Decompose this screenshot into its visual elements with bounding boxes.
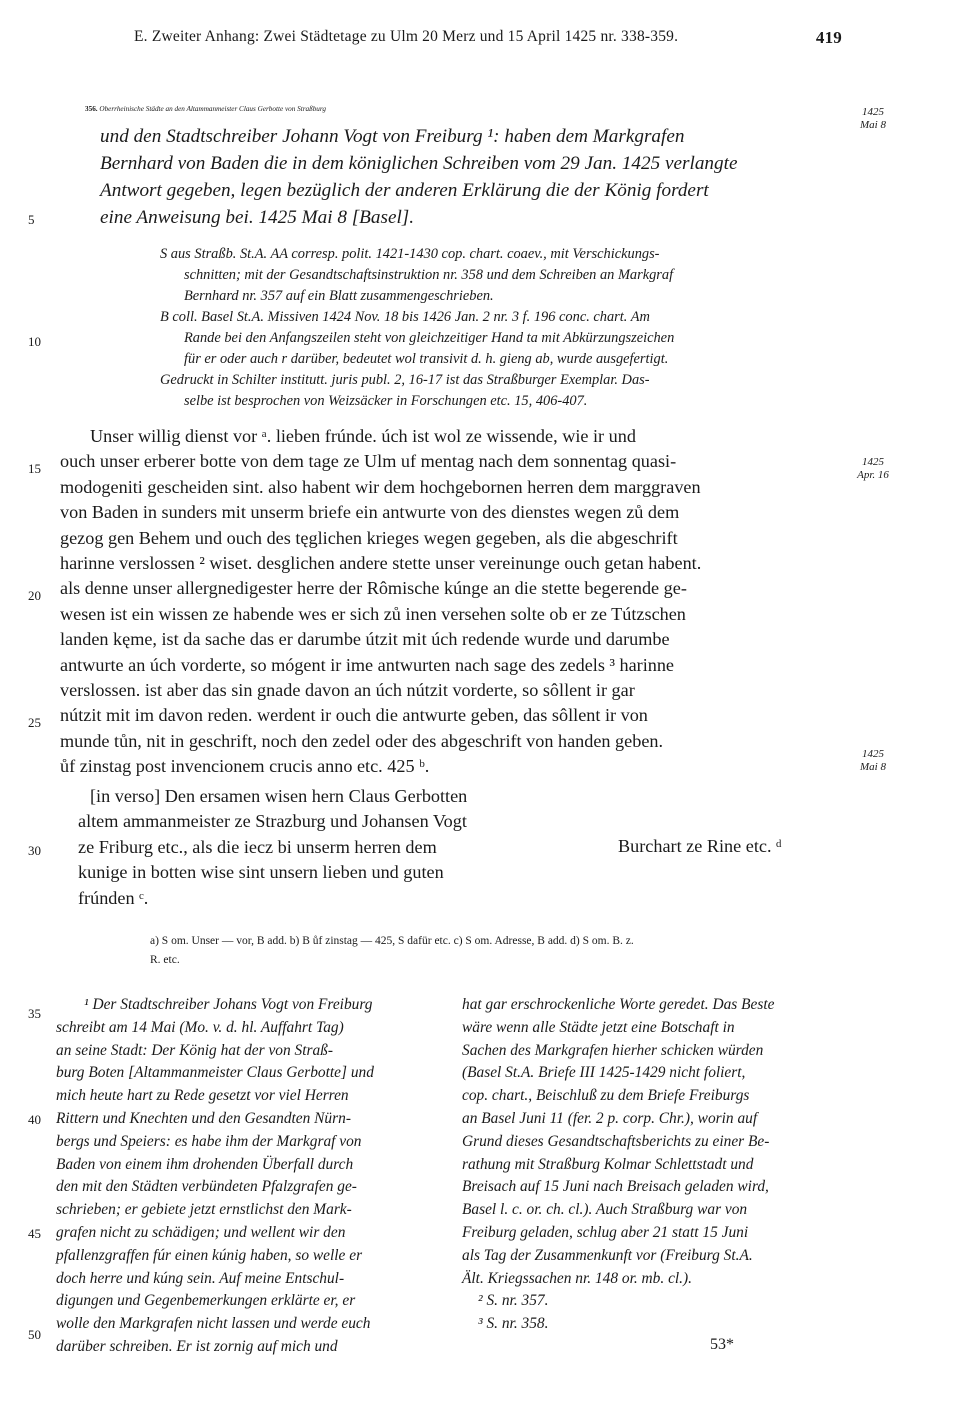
footnote-right-column: hat gar erschrockenliche Worte geredet. Das Beste wäre wenn alle Städte jetzt eine Botschaft in Sachen des Markgrafen hierher schicken würden (Basel St.A. Briefe III 1425-1429 nicht foliert, cop. chart., Beischluß zu dem Briefe Freiburgs an Basel Juni 11 (fer. 2 p. corp. Chr.), worin auf Grund dieses Gesandtschaftsberichts zu einer Be- rathung mit Straßburg Kolmar Schlettstadt und Breisach auf 15 Juni nach Breisach geladen wird, Basel l. c. or. ch. cl.). Auch Straßburg war von Freiburg geladen, schlug aber 21 statt 15 Juni als Tag der Zusammenkunft vor (Freiburg St.A. Ält. Kriegssachen nr. 148 or. mb. cl.). ² S. nr. 357. ³ S. nr. 358. (462, 996, 775, 1333)
critical-apparatus: a) S om. Unser — vor, B add. b) B ůf zinstag — 425, S dafür etc. c) S om. Adresse, B add. d) S om. B. z. R. etc. (150, 935, 634, 966)
page-number: 419 (815, 28, 842, 47)
line-number: 20 (28, 588, 41, 603)
line-number: 30 (28, 843, 41, 858)
footnote-left-column: ¹ Der Stadtschreiber Johans Vogt von Freiburg schreibt am 14 Mai (Mo. v. d. hl. Auffahrt Tag) an seine Stadt: Der König hat der von Straß- burg Boten [Altammanmeister Claus Gerbotte] und mich heute hart zu Rede gesetzt vor viel Herren Rittern und Knechten und den Gesandten Nürn- bergs und Speiers: es habe ihm der Markgraf von Baden von einem ihm drohenden Überfall durch den mit den Städten verbündeten Pfalzgrafen ge- schrieben; er gebiete jetzt ernstlichst den Mark- grafen nicht zu schädigen; und wellent wir den pfallenzgraffen fúr einen kúnig haben, so welle er doch herre und kúng sein. Auf meine Entschul- digungen und Gegenbemerkungen erklärte er, er wolle den Markgrafen nicht lassen und werde euch darüber schreiben. Er ist zornig auf mich und (56, 996, 374, 1355)
signature: Burchart ze Rine etc. ᵈ (618, 836, 782, 856)
running-head (134, 28, 842, 46)
address-block: [in verso] Den ersamen wisen hern Claus Gerbotten altem ammanmeister ze Strazburg und Johansen Vogt ze Friburg etc., als die iecz bi unserm herren dem kunige in botten wise sint unsern lieben und guten frúnden ᶜ. (78, 786, 468, 908)
line-number: 45 (28, 1226, 41, 1241)
sheet-signature: 53* (710, 1336, 734, 1353)
letter-text: Unser willig dienst vor ᵃ. lieben frúnde. úch ist wol ze wissende, wie ir und ouch unser erberer botte von dem tage ze Ulm uf mentag nach dem sonnentag quasi- modogeniti gescheiden sint. also habent wir dem hochgebornen herren dem marggraven von Baden in sunders mit unserm briefe ein antwurte von des dienstes wegen zů dem gezog gen Behem und ouch des tęglichen krieges wegen gegeben, als die abgeschrift harinne verslossen ² wiset. desglichen andere stette unser vereinunge ouch getan habent. als denne unser allergnedigester herre der Rômische kúnge an die stette begerende ge- wesen ist ein wissen ze habende wes er sich zů inen versehen solte ob er ze Tútzschen landen kęme, ist da sache das er darumbe útzit mit úch redende wurde und darumbe antwurte an úch vorderte, so mógent ir ime antwurten nach sage des zedels ³ harinne verslossen. ist aber das sin gnade davon an úch nútzit vorderte, so sôllent ir gar nútzit mit im davon reden. werdent ir ouch die antwurte geben, das sôllent ir von munde tůn, nit in geschrift, noch den zedel oder des abgeschrift von handen geben. ůf zinstag post invencionem crucis anno etc. 425 ᵇ. (60, 426, 702, 777)
line-number: 50 (28, 1327, 41, 1342)
line-number: 10 (28, 334, 41, 349)
line-number: 15 (28, 461, 41, 476)
margin-date: 1425 Apr. 16 (857, 456, 889, 481)
line-number: 40 (28, 1112, 41, 1127)
regest: 356. Oberrheinische Städte an den Altammanmeister Claus Gerbotte von Straßburg und den Stadtschreiber Johann Vogt von Freiburg ¹: haben dem Markgrafen Bernhard von Baden die in dem königlichen Schreiben vom 29 Jan. 1425 verlangte Antwort gegeben, legen bezüglich der anderen Erklärung die der König fordert eine Anweisung bei. 1425 Mai 8 [Basel]. (85, 105, 738, 228)
line-number: 5 (28, 212, 35, 227)
running-head-title: E. Zweiter Anhang: Zwei Städtetage zu Ulm 20 Merz und 15 April 1425 nr. 338-359. (134, 28, 679, 45)
line-number: 25 (28, 715, 41, 730)
source-notes: S aus Straßb. St.A. AA corresp. polit. 1421-1430 cop. chart. coaev., mit Verschickungs- schnitten; mit der Gesandtschaftsinstruktion nr. 358 und dem Schreiben an Markgraf Bernhard nr. 357 auf ein Blatt zusammengeschrieben. B coll. Basel St.A. Missiven 1424 Nov. 18 bis 1426 Jan. 2 nr. 3 f. 196 conc. chart. Am Rande bei den Anfangszeilen steht von gleichzeitiger Hand ta mit Abkürzungszeichen für er oder auch r darüber, bedeutet wol transivit d. h. gieng ab, wurde ausgefertigt. Gedruckt in Schilter institutt. juris publ. 2, 16-17 ist das Straßburger Exemplar. Das- selbe ist besprochen von Weizsäcker in Forschungen etc. 15, 406-407. (160, 246, 675, 409)
margin-date: 1425 Mai 8 (860, 748, 886, 773)
margin-date: 1425 Mai 8 (860, 106, 886, 131)
line-number: 35 (28, 1006, 41, 1021)
regest-number: 356. (85, 105, 98, 113)
